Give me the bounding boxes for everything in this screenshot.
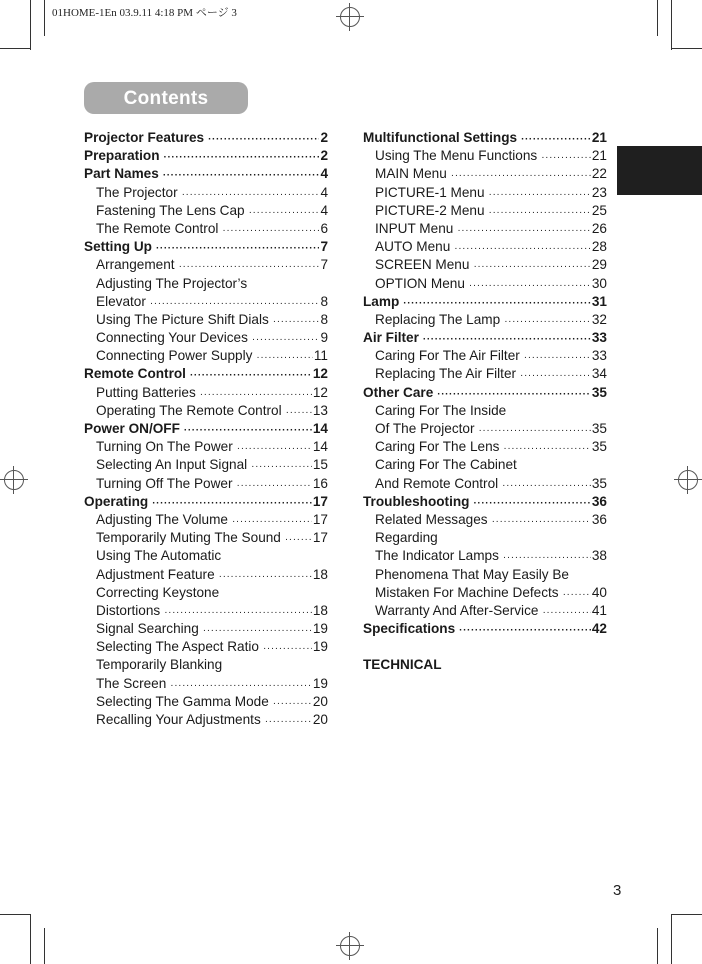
toc-entry-title: The Remote Control xyxy=(96,220,219,236)
crop-mark xyxy=(672,48,702,49)
toc-page-number: 36 xyxy=(591,511,607,527)
toc-page-number: 17 xyxy=(312,530,328,546)
toc-page-number: 34 xyxy=(591,366,607,382)
toc-entry-title: Operating The Remote Control xyxy=(96,402,282,418)
toc-item-entry[interactable] xyxy=(84,656,328,674)
toc-entry-title: Replacing The Air Filter xyxy=(375,366,517,382)
toc-item-entry[interactable] xyxy=(363,456,607,474)
toc-item-entry[interactable] xyxy=(363,165,607,183)
toc-entry-title: Using The Picture Shift Dials xyxy=(96,311,269,327)
toc-entry-title: The Screen xyxy=(96,675,167,691)
toc-dot-leader xyxy=(502,477,591,495)
toc-page-number: 33 xyxy=(591,348,607,364)
toc-entry-title: Signal Searching xyxy=(96,621,199,637)
toc-item-entry[interactable] xyxy=(363,184,607,202)
toc-spacer xyxy=(363,638,607,656)
toc-item-entry[interactable] xyxy=(363,311,607,329)
toc-item-entry[interactable] xyxy=(363,238,607,256)
toc-item-entry[interactable] xyxy=(363,275,607,293)
toc-page-number: 9 xyxy=(320,330,328,346)
toc-entry-title: Connecting Your Devices xyxy=(96,330,248,346)
toc-dot-leader xyxy=(273,695,312,713)
crop-mark xyxy=(657,0,658,36)
toc-item-entry[interactable] xyxy=(363,147,607,165)
toc-item-entry[interactable] xyxy=(363,511,607,529)
toc-entry-title: The Indicator Lamps xyxy=(375,548,499,564)
crop-mark xyxy=(672,914,702,915)
toc-entry-title: Regarding xyxy=(375,530,438,546)
toc-entry-title: Operating xyxy=(84,493,149,509)
toc-entry-title: Troubleshooting xyxy=(363,493,470,509)
toc-entry-title: Power ON/OFF xyxy=(84,421,180,436)
toc-dot-leader xyxy=(208,131,319,149)
toc-entry-title: PICTURE-1 Menu xyxy=(375,184,485,200)
toc-entry-title: Temporarily Blanking xyxy=(96,657,223,673)
toc-item-entry[interactable] xyxy=(363,438,607,456)
toc-dot-leader xyxy=(489,186,591,204)
toc-entry-title: Fastening The Lens Cap xyxy=(96,202,245,218)
toc-section-entry[interactable] xyxy=(363,493,607,511)
contents-heading: Contents xyxy=(84,82,248,114)
crop-mark xyxy=(44,928,45,964)
toc-dot-leader xyxy=(237,477,312,495)
toc-item-entry[interactable] xyxy=(84,220,328,238)
toc-page-number: 19 xyxy=(312,675,328,691)
toc-entry-title: Caring For The Inside xyxy=(375,402,507,418)
toc-page-number: 41 xyxy=(591,602,607,618)
toc-page-number: 8 xyxy=(320,311,328,327)
crop-mark xyxy=(671,0,672,50)
toc-item-entry[interactable] xyxy=(84,184,328,202)
toc-dot-leader xyxy=(237,440,312,458)
toc-item-entry[interactable] xyxy=(84,256,328,274)
toc-entry-title: AUTO Menu xyxy=(375,239,451,255)
toc-item-entry[interactable] xyxy=(363,420,607,438)
crop-mark xyxy=(657,928,658,964)
toc-page-number: 2 xyxy=(320,148,328,164)
toc-dot-leader xyxy=(163,167,320,185)
toc-item-entry[interactable] xyxy=(363,529,607,547)
toc-item-entry[interactable] xyxy=(363,220,607,238)
toc-item-entry[interactable] xyxy=(363,566,607,584)
toc-entry-title: Caring For The Air Filter xyxy=(375,348,520,364)
toc-item-entry[interactable] xyxy=(363,365,607,383)
crop-mark xyxy=(30,0,31,50)
toc-dot-leader xyxy=(473,258,590,276)
toc-page-number: 28 xyxy=(591,239,607,255)
toc-entry-title: Selecting An Input Signal xyxy=(96,457,248,473)
toc-section-entry[interactable] xyxy=(363,329,607,347)
toc-entry-title: Correcting Keystone xyxy=(96,584,220,600)
section-thumb-tab xyxy=(617,146,702,195)
toc-entry-title: Preparation xyxy=(84,148,160,164)
registration-mark-top xyxy=(336,3,364,31)
toc-section-entry[interactable] xyxy=(84,493,328,511)
toc-item-entry[interactable] xyxy=(84,293,328,311)
toc-entry-title: Mistaken For Machine Defects xyxy=(375,584,559,600)
toc-page-number: 2 xyxy=(320,130,328,145)
toc-entry-title: Recalling Your Adjustments xyxy=(96,712,261,727)
toc-page-number: 12 xyxy=(312,366,328,382)
crop-mark xyxy=(44,0,45,36)
toc-section-entry[interactable] xyxy=(363,656,607,674)
toc-entry-title: TECHNICAL xyxy=(363,657,442,673)
toc-section-entry[interactable] xyxy=(363,293,607,311)
toc-page-number: 18 xyxy=(312,566,328,582)
toc-entry-title: Connecting Power Supply xyxy=(96,348,253,364)
toc-dot-leader xyxy=(542,604,590,622)
toc-page-number: 36 xyxy=(591,493,607,509)
crop-mark xyxy=(0,914,30,915)
toc-entry-title: Replacing The Lamp xyxy=(375,311,501,327)
toc-entry-title: Specifications xyxy=(363,621,456,637)
toc-item-entry[interactable] xyxy=(84,693,328,711)
toc-entry-title: Turning Off The Power xyxy=(96,475,233,491)
registration-mark-left xyxy=(0,466,28,494)
toc-entry-title: And Remote Control xyxy=(375,475,499,491)
toc-item-entry[interactable] xyxy=(363,256,607,274)
toc-page-number: 15 xyxy=(312,457,328,473)
toc-page-number: 20 xyxy=(312,693,328,709)
toc-dot-leader xyxy=(249,204,320,222)
toc-dot-leader xyxy=(524,349,591,367)
toc-dot-leader xyxy=(541,149,591,167)
toc-dot-leader xyxy=(473,495,590,513)
toc-entry-title: Using The Menu Functions xyxy=(375,148,538,164)
toc-entry-title: Distortions xyxy=(96,602,161,618)
toc-page-number: 26 xyxy=(591,220,607,236)
toc-item-entry[interactable] xyxy=(84,329,328,347)
toc-entry-title: Temporarily Muting The Sound xyxy=(96,530,281,546)
toc-entry-title: Lamp xyxy=(363,293,400,309)
crop-mark xyxy=(30,914,31,964)
toc-entry-title: The Projector xyxy=(96,184,178,200)
toc-item-entry[interactable] xyxy=(84,275,328,293)
toc-entry-title: Adjustment Feature xyxy=(96,566,215,582)
toc-section-entry[interactable] xyxy=(84,365,328,383)
toc-item-entry[interactable] xyxy=(84,620,328,638)
toc-item-entry[interactable] xyxy=(84,566,328,584)
toc-page-number: 31 xyxy=(591,293,607,309)
print-slug: 01HOME-1En 03.9.11 4:18 PM ページ 3 xyxy=(52,7,237,19)
toc-dot-leader xyxy=(265,713,312,731)
toc-page-number: 35 xyxy=(591,475,607,491)
toc-dot-leader xyxy=(251,458,312,476)
toc-entry-title: Remote Control xyxy=(84,366,186,382)
toc-page-number: 38 xyxy=(591,548,607,564)
toc-item-entry[interactable] xyxy=(84,675,328,693)
toc-entry-title: Elevator xyxy=(96,293,146,309)
toc-section-entry[interactable] xyxy=(84,420,328,438)
toc-page-number: 35 xyxy=(591,421,607,436)
toc-entry-title: Multifunctional Settings xyxy=(363,130,518,145)
toc-entry-title: Turning On The Power xyxy=(96,439,233,455)
toc-page-number: 42 xyxy=(591,621,607,637)
toc-page-number: 12 xyxy=(312,384,328,400)
toc-item-entry[interactable] xyxy=(363,584,607,602)
toc-section-entry[interactable] xyxy=(84,129,328,147)
toc-entry-title: SCREEN Menu xyxy=(375,257,470,273)
toc-item-entry[interactable] xyxy=(363,347,607,365)
toc-entry-title: Selecting The Gamma Mode xyxy=(96,693,269,709)
toc-entry-title: Caring For The Lens xyxy=(375,439,500,455)
toc-entry-title: Using The Automatic xyxy=(96,548,222,564)
toc-dot-leader xyxy=(469,277,591,295)
toc-dot-leader xyxy=(222,222,319,240)
toc-page-number: 8 xyxy=(320,293,328,309)
toc-left-column xyxy=(84,129,328,729)
toc-dot-leader xyxy=(156,240,319,258)
toc-page-number: 13 xyxy=(312,402,328,418)
toc-page-number: 4 xyxy=(320,184,328,200)
toc-page-number: 14 xyxy=(312,439,328,455)
toc-page-number: 33 xyxy=(591,330,607,346)
toc-dot-leader xyxy=(459,622,591,640)
toc-entry-title: Adjusting The Volume xyxy=(96,511,228,527)
toc-item-entry[interactable] xyxy=(84,384,328,402)
toc-page-number: 21 xyxy=(591,130,607,145)
toc-right-column xyxy=(363,129,607,675)
toc-entry-title: Adjusting The Projector’s xyxy=(96,275,248,291)
toc-page-number: 20 xyxy=(312,712,328,727)
toc-item-entry[interactable] xyxy=(84,638,328,656)
toc-entry-title: Part Names xyxy=(84,166,159,182)
toc-dot-leader xyxy=(563,586,591,604)
toc-section-entry[interactable] xyxy=(84,165,328,183)
toc-dot-leader xyxy=(252,331,320,349)
toc-item-entry[interactable] xyxy=(84,602,328,620)
toc-entry-title: Projector Features xyxy=(84,130,205,145)
toc-page-number: 35 xyxy=(591,384,607,400)
toc-dot-leader xyxy=(273,313,320,331)
toc-entry-title: Arrangement xyxy=(96,257,175,273)
registration-mark-right xyxy=(674,466,702,494)
toc-page-number: 17 xyxy=(312,511,328,527)
toc-page-number: 4 xyxy=(320,166,328,182)
toc-entry-title: Setting Up xyxy=(84,239,152,255)
toc-dot-leader xyxy=(520,367,591,385)
toc-item-entry[interactable] xyxy=(363,547,607,565)
toc-page-number: 30 xyxy=(591,275,607,291)
toc-item-entry[interactable] xyxy=(84,529,328,547)
toc-dot-leader xyxy=(457,222,591,240)
toc-dot-leader xyxy=(164,149,320,167)
toc-dot-leader xyxy=(489,204,591,222)
toc-item-entry[interactable] xyxy=(363,475,607,493)
toc-dot-leader xyxy=(263,640,312,658)
toc-page-number: 14 xyxy=(312,421,328,436)
toc-page-number: 22 xyxy=(591,166,607,182)
toc-dot-leader xyxy=(454,240,591,258)
toc-page-number: 21 xyxy=(591,148,607,164)
toc-page-number: 6 xyxy=(320,220,328,236)
toc-dot-leader xyxy=(285,531,312,549)
toc-dot-leader xyxy=(286,404,312,422)
toc-dot-leader xyxy=(256,349,312,367)
toc-page-number: 23 xyxy=(591,184,607,200)
toc-page-number: 35 xyxy=(591,439,607,455)
toc-item-entry[interactable] xyxy=(84,547,328,565)
page-number: 3 xyxy=(613,882,622,899)
toc-item-entry[interactable] xyxy=(84,347,328,365)
toc-item-entry[interactable] xyxy=(363,402,607,420)
toc-entry-title: Warranty And After-Service xyxy=(375,602,539,618)
toc-dot-leader xyxy=(190,367,312,385)
toc-item-entry[interactable] xyxy=(84,584,328,602)
toc-page-number: 17 xyxy=(312,493,328,509)
crop-mark xyxy=(0,48,30,49)
toc-dot-leader xyxy=(504,313,591,331)
toc-page-number: 40 xyxy=(591,584,607,600)
toc-item-entry[interactable] xyxy=(84,456,328,474)
toc-dot-leader xyxy=(219,568,312,586)
toc-section-entry[interactable] xyxy=(363,620,607,638)
toc-page-number: 7 xyxy=(320,239,328,255)
toc-page-number: 32 xyxy=(591,311,607,327)
toc-section-entry[interactable] xyxy=(84,238,328,256)
toc-item-entry[interactable] xyxy=(84,202,328,220)
toc-item-entry[interactable] xyxy=(84,711,328,729)
toc-entry-title: Related Messages xyxy=(375,511,488,527)
toc-page-number: 7 xyxy=(320,257,328,273)
toc-item-entry[interactable] xyxy=(84,475,328,493)
toc-item-entry[interactable] xyxy=(84,402,328,420)
toc-page-number: 19 xyxy=(312,639,328,655)
toc-section-entry[interactable] xyxy=(84,147,328,165)
toc-page-number: 16 xyxy=(312,475,328,491)
toc-page-number: 11 xyxy=(313,348,328,364)
toc-entry-title: OPTION Menu xyxy=(375,275,465,291)
toc-entry-title: PICTURE-2 Menu xyxy=(375,202,485,218)
toc-entry-title: Of The Projector xyxy=(375,421,475,436)
toc-entry-title: MAIN Menu xyxy=(375,166,447,182)
toc-entry-title: Other Care xyxy=(363,384,434,400)
toc-entry-title: Air Filter xyxy=(363,330,419,346)
toc-item-entry[interactable] xyxy=(84,311,328,329)
toc-item-entry[interactable] xyxy=(84,438,328,456)
toc-page-number: 18 xyxy=(312,602,328,618)
toc-item-entry[interactable] xyxy=(363,202,607,220)
toc-item-entry[interactable] xyxy=(363,602,607,620)
crop-mark xyxy=(671,914,672,964)
toc-page-number: 4 xyxy=(320,202,328,218)
toc-entry-title: Selecting The Aspect Ratio xyxy=(96,639,259,655)
toc-entry-title: Putting Batteries xyxy=(96,384,196,400)
toc-entry-title: Phenomena That May Easily Be xyxy=(375,566,569,582)
toc-page-number: 29 xyxy=(591,257,607,273)
registration-mark-bottom xyxy=(336,932,364,960)
toc-page-number: 25 xyxy=(591,202,607,218)
toc-section-entry[interactable] xyxy=(363,129,607,147)
toc-section-entry[interactable] xyxy=(363,384,607,402)
toc-page-number: 19 xyxy=(312,621,328,637)
toc-item-entry[interactable] xyxy=(84,511,328,529)
toc-dot-leader xyxy=(492,513,591,531)
toc-entry-title: INPUT Menu xyxy=(375,220,454,236)
toc-entry-title: Caring For The Cabinet xyxy=(375,457,517,473)
